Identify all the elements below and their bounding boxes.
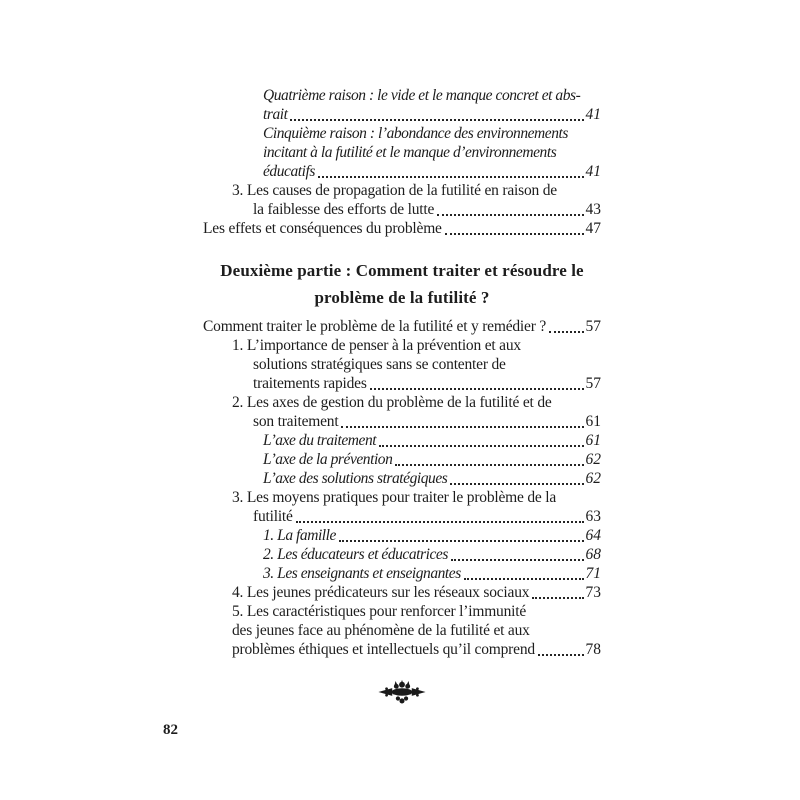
dot-leader [376,431,585,450]
toc-entry-text: L’axe des solutions stratégiques [263,470,448,487]
dot-leader [434,200,585,219]
dot-leader [287,105,585,124]
toc-page-number: 62 [585,470,601,487]
toc-page-number: 41 [585,163,601,180]
dot-leader [293,507,586,526]
toc-entry-line [203,374,601,393]
toc-entry-text: solutions stratégiques sans se contenter de [253,356,506,373]
toc-entry-line [203,640,601,659]
toc-entry-text: la faiblesse des efforts de lutte [253,201,435,218]
toc-entry-line [203,469,601,488]
toc-page-number: 41 [585,106,601,123]
toc-entry-text: Cinquième raison : l’abondance des environnements [263,125,568,142]
toc-page-number: 57 [585,375,601,392]
toc-page-number: 73 [585,584,601,601]
toc-entry-text: incitant à la futilité et le manque d’environnements [263,144,557,161]
toc-entry-line [203,488,601,507]
toc-entry-line [203,181,601,200]
toc-entry-text: 2. Les axes de gestion du problème de la futilité et de [232,394,552,411]
dot-leader [392,450,585,469]
dot-leader [315,162,586,181]
toc-entry-line [203,564,601,583]
toc-entry-line [203,583,601,602]
dot-leader [447,469,585,488]
part-heading [203,257,601,311]
toc-entry-line [203,393,601,412]
toc-entry-text: son traitement [253,413,339,430]
ornament-container [203,679,601,710]
toc-entry-line [203,317,601,336]
page-number: 82 [163,722,178,738]
dot-leader [535,640,586,659]
toc-entry-text: Comment traiter le problème de la futilité et y remédier ? [203,318,547,335]
toc-entry-text: trait [263,106,288,123]
toc-page-number: 62 [585,451,601,468]
part-heading-line-1: Deuxième partie : Comment traiter et résoudre le [220,261,584,280]
toc-entry-text: 3. Les causes de propagation de la futilité en raison de [232,182,557,199]
toc-entry-line [203,336,601,355]
toc-entry-text: 5. Les caractéristiques pour renforcer l’immunité [232,603,527,620]
toc-entry-line [203,162,601,181]
toc-page-number: 47 [585,220,601,237]
toc-entry-line [203,602,601,621]
toc-entry-text: Quatrième raison : le vide et le manque concret et abs- [263,87,581,104]
toc-entry-line [203,105,601,124]
dot-leader [448,545,586,564]
toc-entry-line [203,86,601,105]
toc-entry-text: 1. L’importance de penser à la prévention et aux [232,337,521,354]
toc-page-number: 64 [585,527,601,544]
toc-entry-line [203,545,601,564]
toc-page-number: 61 [585,432,601,449]
toc-page-number: 68 [585,546,601,563]
toc-entry-line [203,200,601,219]
toc-entry-text: des jeunes face au phénomène de la futilité et aux [232,622,530,639]
toc-entry-text: éducatifs [263,163,315,180]
toc-page-number: 78 [585,641,601,658]
toc-entry-text: futilité [253,508,293,525]
toc-entry-text: traitements rapides [253,375,367,392]
toc-entry-line [203,526,601,545]
dot-leader [546,317,585,336]
toc-entry-line [203,143,601,162]
toc-entry-text: Les effets et conséquences du problème [203,220,442,237]
dot-leader [442,219,586,238]
toc-page-number: 71 [585,565,601,582]
toc-entry-line [203,450,601,469]
toc-entry-line [203,431,601,450]
dot-leader [367,374,586,393]
toc-page-number: 57 [585,318,601,335]
toc-entry-text: 3. Les enseignants et enseignantes [263,565,461,582]
toc-entry-line [203,219,601,238]
toc-page-number: 61 [585,413,601,430]
part-heading-line-2: problème de la futilité ? [314,288,490,307]
toc-entry-text: L’axe du traitement [263,432,377,449]
toc-entry-line [203,412,601,431]
toc-entry-text: L’axe de la prévention [263,451,393,468]
toc-entry-text: 1. La famille [263,527,336,544]
toc-entry-line [203,621,601,640]
toc-entry-text: 3. Les moyens pratiques pour traiter le problème de la [232,489,557,506]
toc-entry-text: 2. Les éducateurs et éducatrices [263,546,448,563]
toc-entry-line [203,355,601,374]
toc-entry-text: 4. Les jeunes prédicateurs sur les réseaux sociaux [232,584,530,601]
table-of-contents [203,86,601,710]
dot-leader [529,583,585,602]
fleuron-ornament-icon [376,679,428,705]
dot-leader [338,412,585,431]
dot-leader [461,564,586,583]
dot-leader [336,526,586,545]
toc-entry-text: problèmes éthiques et intellectuels qu’il comprend [232,641,535,658]
toc-page-number: 43 [585,201,601,218]
toc-entry-line [203,124,601,143]
toc-page-number: 63 [585,508,601,525]
toc-entry-line [203,507,601,526]
